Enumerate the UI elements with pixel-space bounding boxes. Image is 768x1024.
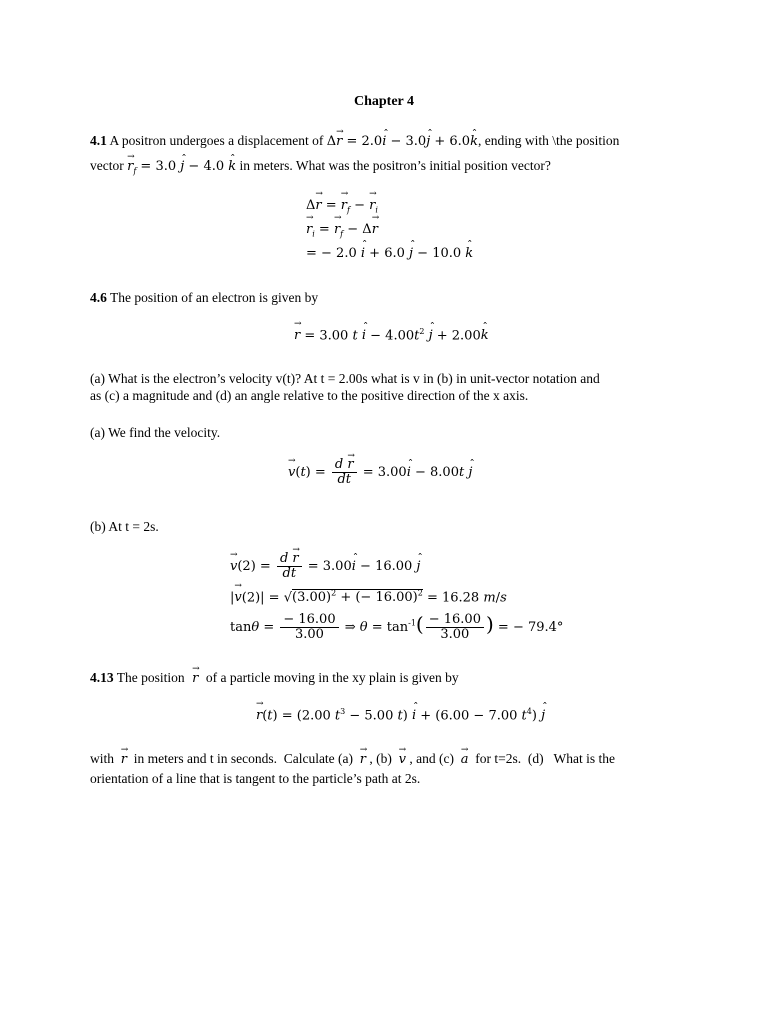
problem-text: The position of an electron is given by	[110, 290, 319, 305]
angle-equation: tanθ = $\frac{- 16.00}{3.00}$ ⇒ $\theta = \tan^{-1}$( $\frac{- 16.00}{3.00}$ ) = − 79.4°	[230, 612, 564, 642]
part-b-label: (b) At t = 2s.	[90, 519, 159, 534]
electron-position-equation: r → = 3.00 t i ˆ − $4.00t^2$ j ˆ + 2.00k ˆ	[294, 327, 489, 343]
part-a-label: (a) We find the velocity.	[90, 425, 221, 440]
problem-4-13-statement	[90, 669, 680, 687]
problem-text: vector	[90, 158, 124, 173]
final-position-expression: $r \to_f = 3.0$ j ˆ − 4.0 k ˆ	[127, 159, 236, 174]
solution-eq-3: = − 2.0 i ˆ + 6.0 j ˆ − 10.0 k ˆ	[306, 246, 473, 261]
speed-magnitude-equation: $|v \to(2)| = √(3.00)^2$ + (− 16.00)$^2$ = 16.28 m/s	[230, 589, 507, 605]
problem-4-6-question-line2: as (c) a magnitude and (d) an angle relative to the positive direction of the x axis.	[90, 388, 529, 403]
position-symbol: r →	[188, 671, 203, 686]
problem-text: A positron undergoes a displacement of	[109, 133, 324, 148]
problem-number: 4.6	[90, 290, 107, 305]
problem-4-13-question-line1: with r → in meters and t in seconds. Calculate (a) r → , (b) v → , and (c) a → for t=2s. (d) What is the	[90, 750, 680, 768]
particle-position-equation: r →(t) = (2.00 $t^3 - 5.00$ t) i ˆ + (6.00 − 7.00 $t^4$) j ˆ	[256, 707, 545, 723]
velocity-equation: v →(t) = $\frac{\text{d r →}}{dt}$ = 3.00i ˆ − 8.00t j ˆ	[288, 458, 472, 487]
problem-text: , ending with \the position	[477, 133, 620, 148]
problem-4-1-statement	[90, 132, 680, 150]
problem-text: of a particle moving in the xy plain is given by	[205, 670, 459, 685]
problem-number: 4.13	[90, 670, 114, 685]
problem-4-13-question-line2: orientation of a line that is tangent to the particle’s path at 2s.	[90, 771, 421, 786]
problem-4-6-statement	[90, 289, 680, 306]
problem-number: 4.1	[90, 133, 107, 148]
velocity-at-2s-equation: v →(2) = $\frac{\text{d r →}}{dt}$ = 3.00i ˆ − 16.00 j ˆ	[230, 552, 420, 581]
problem-4-1-statement-line2	[90, 157, 680, 180]
problem-text: in meters. What was the positron’s initial position vector?	[239, 158, 551, 173]
solution-eq-2: $r \to_i = r \to_f - \Delta r$ →	[306, 222, 378, 239]
problem-4-6-question-line1: (a) What is the electron’s velocity v(t)? At t = 2.00s what is v in (b) in unit-vector notation and	[90, 371, 600, 386]
displacement-expression: Δr → = 2.0i ˆ − 3.0j ˆ + 6.0k ˆ	[327, 134, 478, 149]
problem-text: The position	[116, 670, 185, 685]
chapter-title: Chapter 4	[353, 94, 415, 109]
solution-eq-1: Δr → = $r \to_f - r \to_i$	[306, 198, 378, 215]
